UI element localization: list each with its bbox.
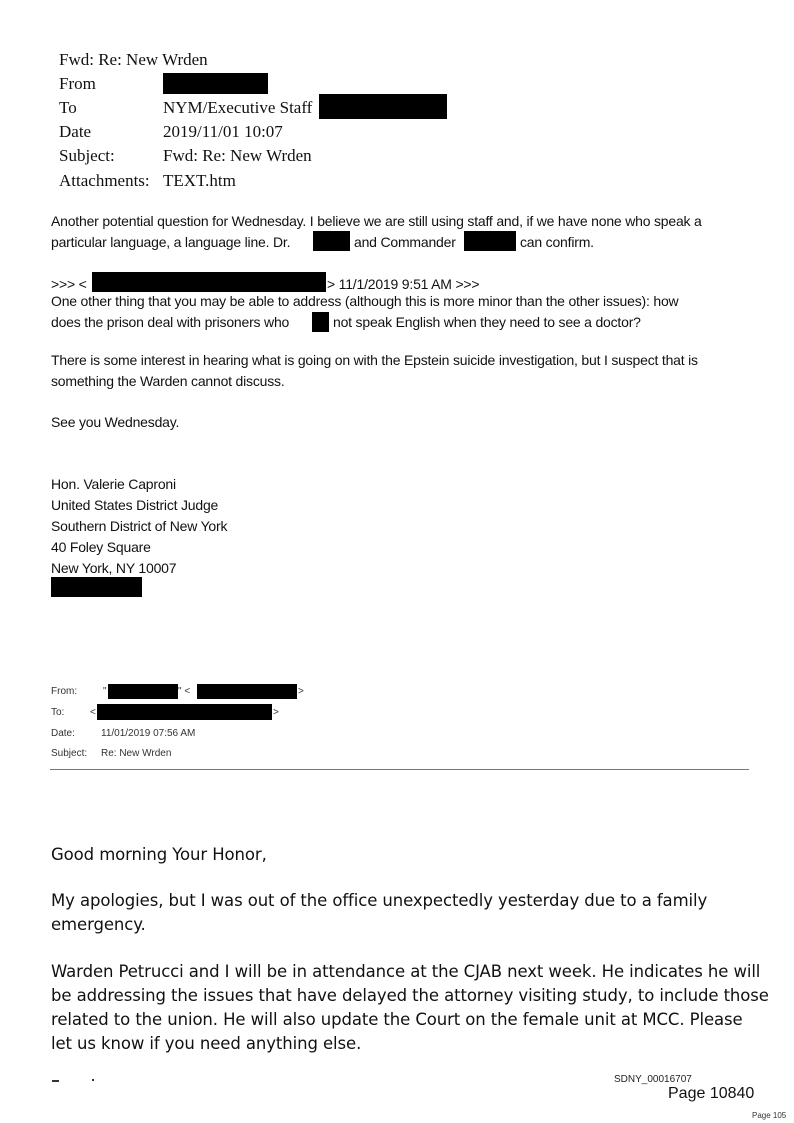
quoted-p1-line2a: does the prison deal with prisoners who [51, 314, 290, 330]
attachments-label: Attachments: [59, 171, 150, 190]
to-value: NYM/Executive Staff [163, 98, 313, 117]
fwd-from-quote-open: " [103, 686, 107, 697]
email-title: Fwd: Re: New Wrden [59, 50, 208, 69]
signature-title: United States District Judge [51, 497, 219, 513]
message2-p1-line2: emergency. [51, 915, 146, 934]
fwd-subject-value: Re: New Wrden [101, 748, 172, 759]
subject-value: Fwd: Re: New Wrden [163, 146, 312, 165]
to-label: To [59, 98, 77, 117]
quoted-p2-line1: There is some interest in hearing what is going on with the Epstein suicide investigation, but I suspect that is [51, 352, 698, 368]
message2-p2-line2: be addressing the issues that have delayed the attorney visiting study, to include those [51, 986, 769, 1005]
redaction [108, 684, 178, 699]
fwd-from-quote-mid: " < [178, 686, 191, 697]
signature-name: Hon. Valerie Caproni [51, 476, 176, 492]
message1-line2b: and Commander [354, 234, 456, 250]
message1-line2c: can confirm. [520, 234, 594, 250]
message1-line1: Another potential question for Wednesday. I believe we are still using staff and, if we have none who speak a [51, 213, 702, 229]
redaction [197, 684, 297, 699]
redaction [312, 312, 329, 332]
quote-prefix: >>> < [51, 276, 87, 292]
fwd-subject-label: Subject: [51, 748, 88, 759]
redaction [319, 94, 447, 119]
message2-p2-line1: Warden Petrucci and I will be in attendance at the CJAB next week. He indicates he will [51, 962, 761, 981]
date-label: Date [59, 122, 92, 141]
message2-p2-line4: let us know if you need anything else. [51, 1034, 362, 1053]
message2-greeting: Good morning Your Honor, [51, 845, 267, 864]
fwd-date-label: Date: [51, 728, 75, 739]
quoted-p1-line1: One other thing that you may be able to address (although this is more minor than the other issues): how [51, 293, 679, 309]
fwd-from-label: From: [51, 686, 78, 697]
header-divider [50, 769, 749, 770]
signature-court: Southern District of New York [51, 518, 228, 534]
subject-label: Subject: [59, 146, 115, 165]
redaction [163, 73, 268, 94]
signature-address1: 40 Foley Square [51, 539, 151, 555]
page-number-small: Page 105 [752, 1111, 787, 1120]
cropped-text-fragment [92, 1079, 94, 1081]
message1-line2a: particular language, a language line. Dr. [51, 234, 291, 250]
fwd-from-close: > [298, 686, 304, 697]
fwd-to-open: < [90, 707, 96, 718]
quoted-p2-line2: something the Warden cannot discuss. [51, 373, 285, 389]
redaction [464, 231, 516, 251]
cropped-text-fragment [52, 1080, 59, 1082]
quote-timestamp: > 11/1/2019 9:51 AM >>> [327, 276, 480, 292]
signature-address2: New York, NY 10007 [51, 560, 177, 576]
fwd-date-value: 11/01/2019 07:56 AM [101, 728, 196, 739]
redaction [97, 704, 272, 720]
fwd-to-label: To: [51, 707, 65, 718]
attachments-value: TEXT.htm [163, 171, 236, 190]
redaction [92, 272, 326, 292]
fwd-to-close: > [273, 707, 279, 718]
bates-number: SDNY_00016707 [614, 1074, 692, 1085]
page-number: Page 10840 [668, 1085, 755, 1102]
date-value: 2019/11/01 10:07 [163, 122, 283, 141]
from-label: From [59, 74, 96, 93]
redaction [313, 231, 350, 251]
message2-p2-line3: related to the union. He will also update the Court on the female unit at MCC. Please [51, 1010, 743, 1029]
quoted-p3: See you Wednesday. [51, 414, 180, 430]
redaction [51, 577, 142, 597]
quoted-p1-line2b: not speak English when they need to see a doctor? [333, 314, 641, 330]
message2-p1-line1: My apologies, but I was out of the office unexpectedly yesterday due to a family [51, 891, 708, 910]
